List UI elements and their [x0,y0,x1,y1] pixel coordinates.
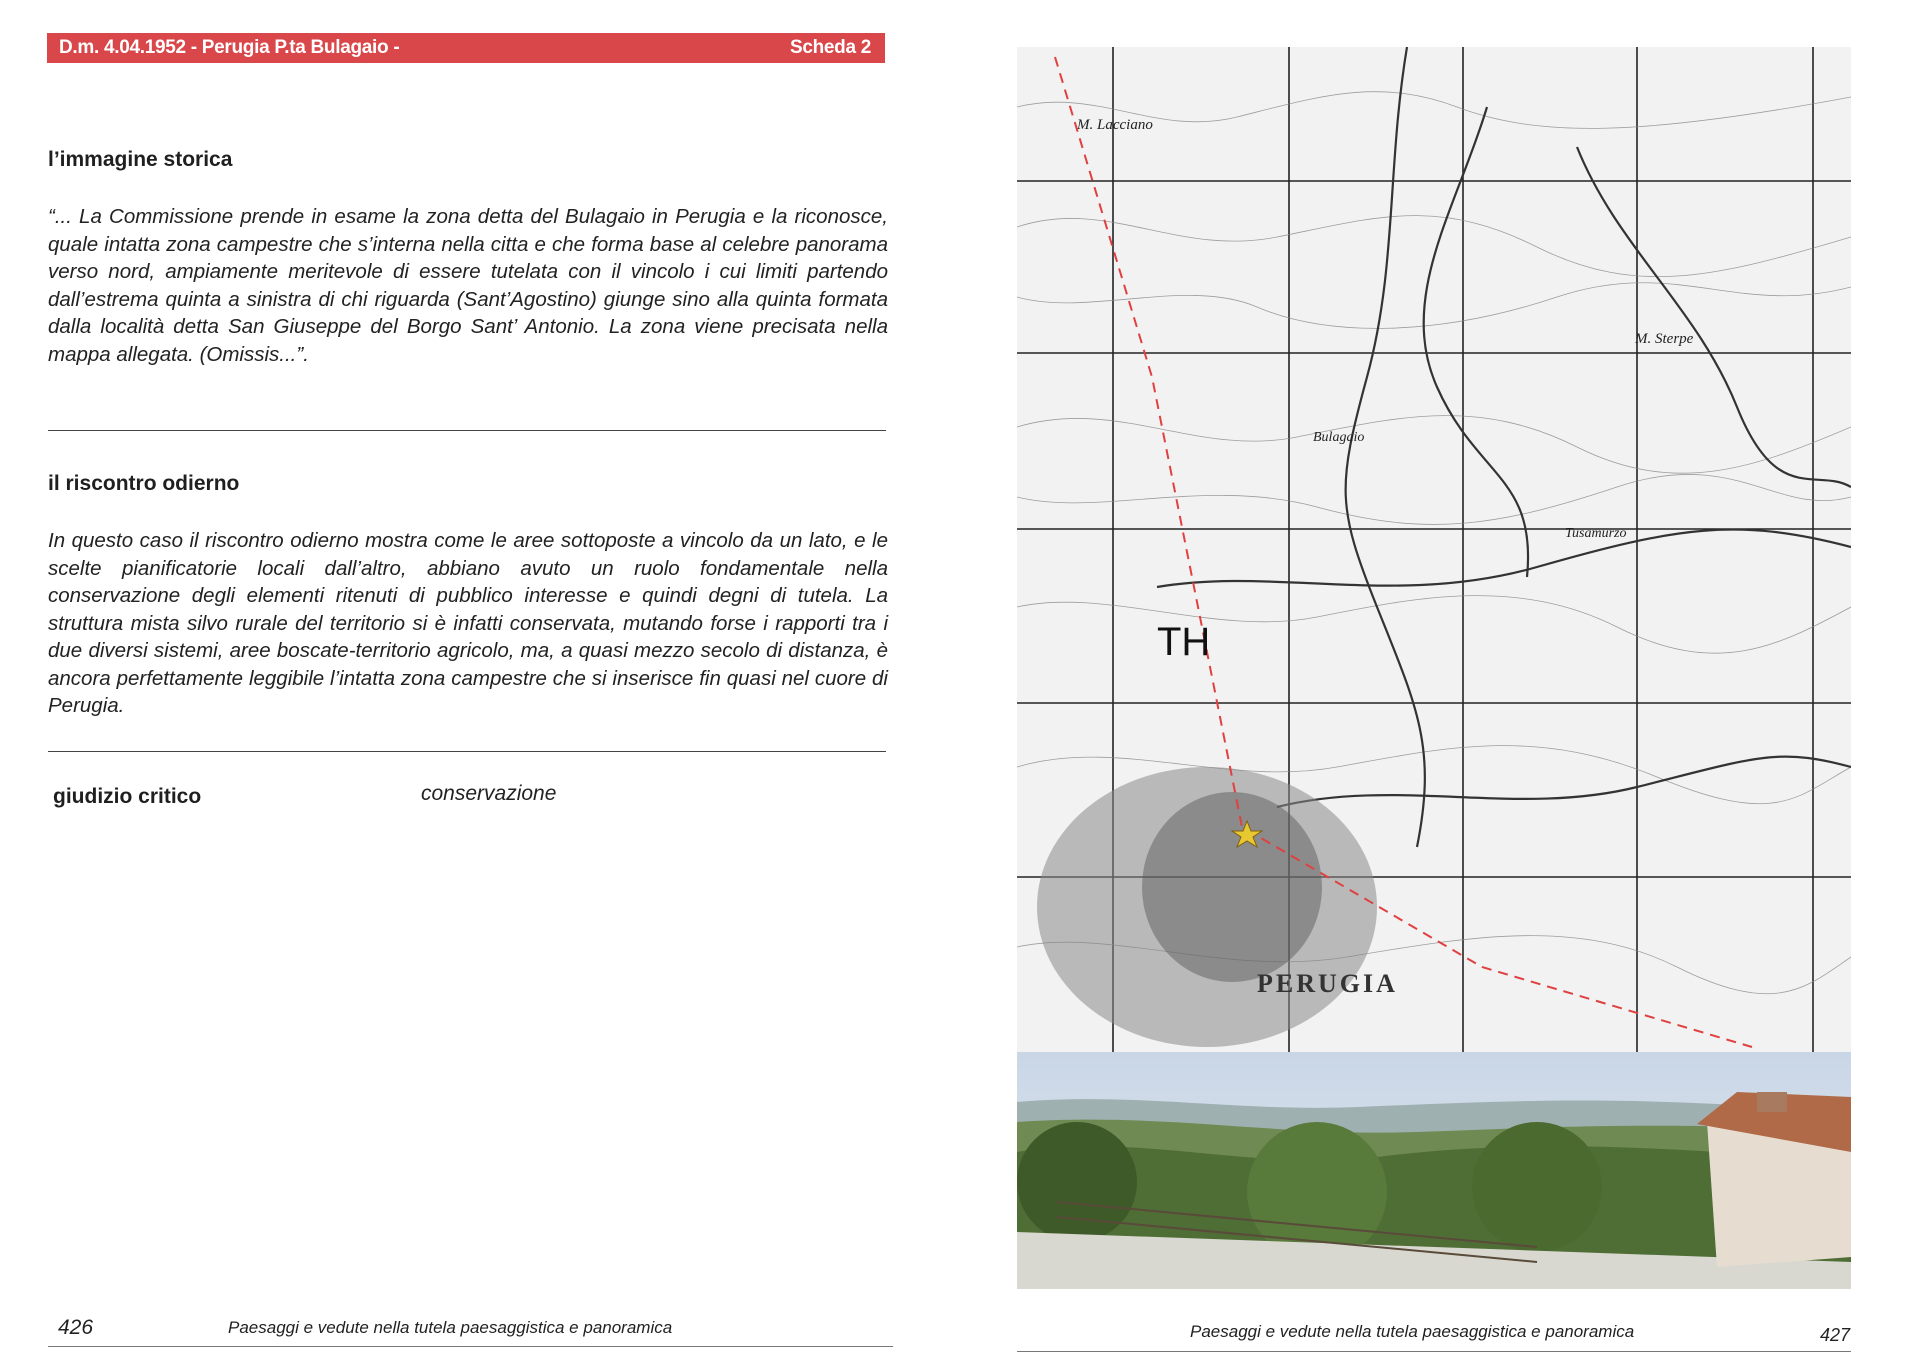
historic-map [1017,47,1851,1052]
photo-drawing [1017,1052,1851,1289]
footer-title-left: Paesaggi e vedute nella tutela paesaggistica e panoramica [228,1318,673,1337]
map-city-label: PERUGIA [1257,969,1398,998]
map-marker-label: TH [1157,620,1211,664]
decree-title: D.m. 4.04.1952 - Perugia P.ta Bulagaio - [59,37,400,58]
page-number-left: 426 [58,1316,94,1339]
section-divider [48,751,886,752]
map-place-label: Bulagaio [1313,430,1365,445]
panorama-photo [1017,1052,1851,1289]
section-divider [48,430,886,431]
verdict-value: conservazione [421,782,557,805]
header-band [47,33,885,63]
map-place-label: M. Lacciano [1077,117,1153,133]
historic-section-title: l’immagine storica [48,148,233,171]
historic-quote: “... La Commissione prende in esame la zona detta del Bulagaio in Perugia e la riconosce, quale intatta zona campestre che s’interna nella citta e che forma base al celebre panorama verso nord, ampiamente meritevole di essere tutelata con il vincolo i cui limiti partendo dall’estrema quinta a sinistra di chi riguarda (Sant’Agostino) giunge sino alla quinta formata dalla località detta San Giuseppe del Borgo Sant’ Antonio. La zona viene precisata nella mappa allegata. (Omissis...”. [48,205,888,366]
page-number-right: 427 [1820,1325,1851,1345]
footer-rule [48,1346,893,1347]
map-place-label: Tusamurzo [1565,526,1627,541]
verdict-label: giudizio critico [53,785,202,808]
current-section-title: il riscontro odierno [48,472,240,495]
footer-title-right: Paesaggi e vedute nella tutela paesaggistica e panoramica [1190,1322,1635,1341]
map-drawing [1017,47,1851,1052]
sheet-label: Scheda 2 [789,37,871,58]
footer-rule [1017,1351,1851,1352]
current-text: In questo caso il riscontro odierno mostra come le aree sottoposte a vincolo da un lato, e le scelte pianificatorie locali dall’altro, abbiano avuto un ruolo fondamentale nella conservazione degli elementi ritenuti di pubblico interesse e quindi degni di tutela. La struttura mista silvo rurale del territorio si è infatti conservata, mutando forse i rapporti tra i due diversi sistemi, aree boscate-territorio agricolo, ma, a quasi mezzo secolo di distanza, è ancora perfettamente leggibile l’intatta zona campestre che si inserisce fin quasi nel cuore di Perugia. [48,529,888,717]
map-place-label: M. Sterpe [1635,331,1694,347]
